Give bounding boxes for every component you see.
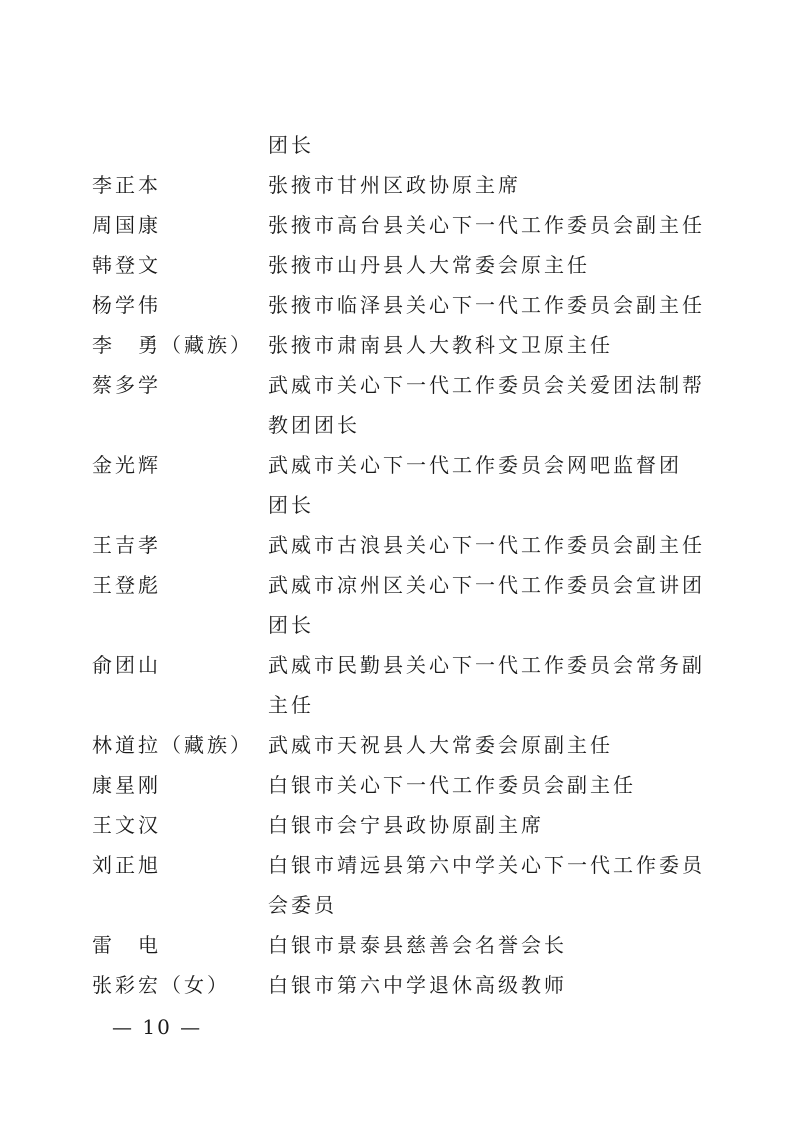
entry-name: 王登彪: [92, 573, 161, 597]
entry-role-line: 教团团长: [268, 413, 360, 437]
entry-role-line: 武威市凉州区关心下一代工作委员会宣讲团: [268, 573, 705, 597]
entry-role-line: 会委员: [268, 893, 337, 917]
entry-role-line: 张掖市高台县关心下一代工作委员会副主任: [268, 213, 705, 237]
entry-role-line: 白银市会宁县政协原副主席: [268, 813, 544, 837]
entry-role-line: 武威市古浪县关心下一代工作委员会副主任: [268, 533, 705, 557]
entry-role-line: 团长: [268, 613, 314, 637]
entry-role-line: 武威市关心下一代工作委员会网吧监督团: [268, 453, 682, 477]
entry-role-line: 武威市民勤县关心下一代工作委员会常务副: [268, 653, 705, 677]
entry-name: 王文汉: [92, 813, 161, 837]
entry-name: 蔡多学: [92, 373, 161, 397]
page-number: — 10 —: [112, 1015, 203, 1039]
entry-role-line: 张掖市甘州区政协原主席: [268, 173, 521, 197]
entry-role-line: 团长: [268, 493, 314, 517]
entry-role-line: 主任: [268, 693, 314, 717]
entry-name: 康星刚: [92, 773, 161, 797]
entry-name: 李正本: [92, 173, 161, 197]
entry-name: 张彩宏（女）: [92, 973, 230, 997]
entry-name: 杨学伟: [92, 293, 161, 317]
entry-role-line: 张掖市临泽县关心下一代工作委员会副主任: [268, 293, 705, 317]
entry-name: 金光辉: [92, 453, 161, 477]
entry-role-line: 白银市靖远县第六中学关心下一代工作委员: [268, 853, 705, 877]
entry-name: 韩登文: [92, 253, 161, 277]
entry-name: 李 勇（藏族）: [92, 333, 253, 357]
entry-name: 周国康: [92, 213, 161, 237]
entry-role-line: 团长: [268, 133, 314, 157]
entry-role-line: 白银市景泰县慈善会名誉会长: [268, 933, 567, 957]
entry-role-line: 张掖市肃南县人大教科文卫原主任: [268, 333, 613, 357]
entry-role-line: 武威市天祝县人大常委会原副主任: [268, 733, 613, 757]
entry-name: 雷 电: [92, 933, 161, 957]
entry-role-line: 张掖市山丹县人大常委会原主任: [268, 253, 590, 277]
entry-role-line: 白银市第六中学退休高级教师: [268, 973, 567, 997]
entry-name: 刘正旭: [92, 853, 161, 877]
entry-role-line: 武威市关心下一代工作委员会关爱团法制帮: [268, 373, 705, 397]
entry-name: 林道拉（藏族）: [92, 733, 253, 757]
entry-name: 俞团山: [92, 653, 161, 677]
entry-role-line: 白银市关心下一代工作委员会副主任: [268, 773, 636, 797]
entry-name: 王吉孝: [92, 533, 161, 557]
